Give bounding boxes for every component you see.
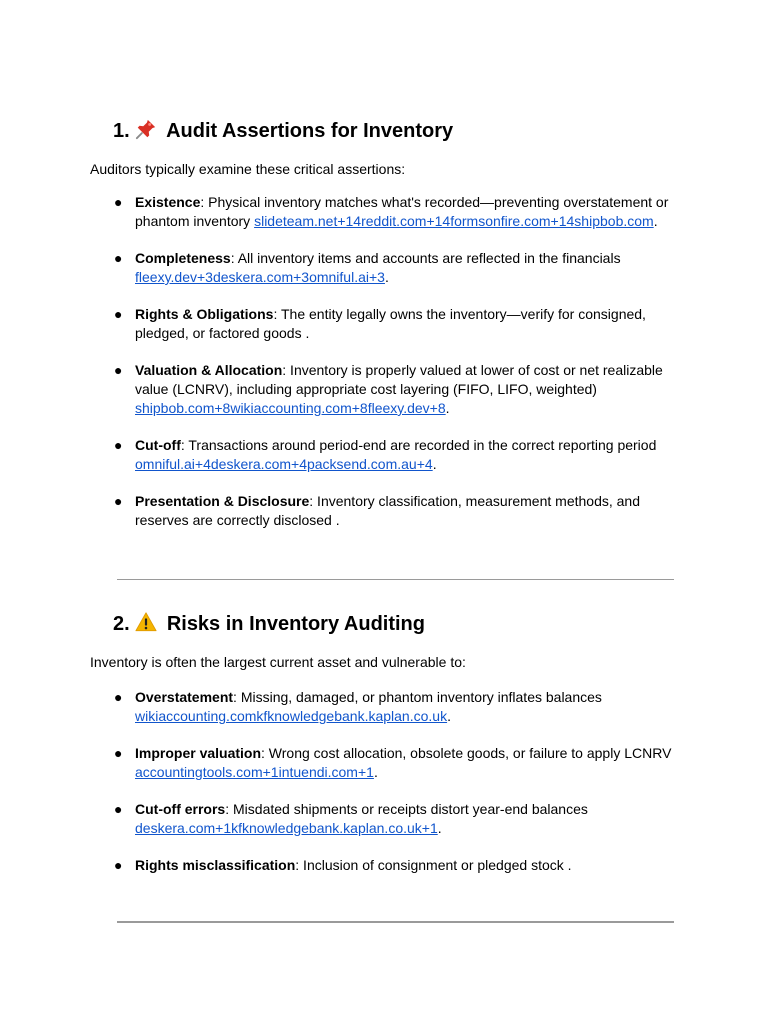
source-link[interactable]: fleexy.dev+3deskera.com+3omniful.ai+3 xyxy=(135,269,385,285)
bullet-icon: ● xyxy=(114,194,123,210)
item-term: Completeness xyxy=(135,250,231,266)
item-text: : Physical inventory matches what's recorded—preventing overstatement or phantom inventory xyxy=(135,194,669,229)
list-item xyxy=(0,436,768,474)
item-text: : Inclusion of consignment or pledged stock . xyxy=(295,857,572,873)
bullet-icon: ● xyxy=(114,745,123,761)
item-text: : Misdated shipments or receipts distort year-end balances xyxy=(225,801,588,817)
bullet-icon: ● xyxy=(114,801,123,817)
section-2-list xyxy=(0,688,768,875)
item-term: Valuation & Allocation xyxy=(135,362,283,378)
section-2-number: 2. xyxy=(113,613,130,635)
section-2-title: Risks in Inventory Auditing xyxy=(166,613,425,635)
item-text: : Missing, damaged, or phantom inventory inflates balances xyxy=(233,689,602,705)
source-link[interactable]: shipbob.com+8wikiaccounting.com+8fleexy.dev+8 xyxy=(135,400,446,416)
item-term: Improper valuation xyxy=(135,745,262,761)
bullet-icon: ● xyxy=(114,689,123,705)
item-tail: . xyxy=(437,820,442,836)
section-1-number: 1. xyxy=(113,120,130,142)
list-item xyxy=(0,688,768,726)
item-term: Rights & Obligations xyxy=(135,306,274,322)
bullet-icon: ● xyxy=(114,250,123,266)
list-item xyxy=(0,744,768,782)
section-1-heading xyxy=(113,118,453,143)
section-divider xyxy=(117,921,674,923)
item-text: : Wrong cost allocation, obsolete goods, or failure to apply LCNRV xyxy=(261,745,672,761)
item-text: : The entity legally owns the inventory—verify for consigned, pledged, or factored goods . xyxy=(135,306,646,341)
item-term: Presentation & Disclosure xyxy=(135,493,310,509)
item-term: Existence xyxy=(135,194,201,210)
pushpin-icon xyxy=(135,118,157,140)
item-tail: . xyxy=(432,456,437,472)
bullet-icon: ● xyxy=(114,437,123,453)
item-term: Rights misclassification xyxy=(135,857,296,873)
item-text: : All inventory items and accounts are reflected in the financials xyxy=(230,250,621,266)
list-item xyxy=(0,361,768,418)
item-text: : Transactions around period-end are recorded in the correct reporting period xyxy=(180,437,657,453)
list-item xyxy=(0,800,768,838)
item-text: : Inventory is properly valued at lower of cost or net realizable value (LCNRV), including appropriate cost layering (FIFO, LIFO, weighted) xyxy=(135,362,663,397)
source-link[interactable]: slideteam.net+14reddit.com+14formsonfire.com+14shipbob.com xyxy=(254,213,654,229)
bullet-icon: ● xyxy=(114,362,123,378)
section-2-intro: Inventory is often the largest current asset and vulnerable to: xyxy=(90,654,466,670)
bullet-icon: ● xyxy=(114,493,123,509)
bullet-icon: ● xyxy=(114,306,123,322)
source-link[interactable]: accountingtools.com+1intuendi.com+1 xyxy=(135,764,374,780)
item-tail: . xyxy=(653,213,658,229)
item-term: Cut-off xyxy=(135,437,181,453)
list-item xyxy=(0,492,768,530)
item-tail: . xyxy=(447,708,451,724)
item-term: Cut-off errors xyxy=(135,801,226,817)
source-link[interactable]: wikiaccounting.comkfknowledgebank.kaplan.co.uk xyxy=(135,708,448,724)
item-tail: . xyxy=(384,269,389,285)
list-item xyxy=(0,249,768,287)
item-tail: . xyxy=(373,764,378,780)
section-2-heading xyxy=(113,611,425,636)
section-1-title: Audit Assertions for Inventory xyxy=(166,120,454,142)
warning-icon xyxy=(135,611,157,633)
source-link[interactable]: omniful.ai+4deskera.com+4packsend.com.au+4 xyxy=(135,456,433,472)
list-item xyxy=(0,305,768,343)
section-1-list xyxy=(0,193,768,530)
list-item xyxy=(0,193,768,231)
section-divider xyxy=(117,579,674,580)
item-tail: . xyxy=(445,400,450,416)
item-text: : Inventory classification, measurement methods, and reserves are correctly disclosed . xyxy=(135,493,640,528)
section-1-intro: Auditors typically examine these critical assertions: xyxy=(90,161,406,177)
item-term: Overstatement xyxy=(135,689,234,705)
list-item xyxy=(0,856,768,875)
bullet-icon: ● xyxy=(114,857,123,873)
source-link[interactable]: deskera.com+1kfknowledgebank.kaplan.co.uk+1 xyxy=(135,820,438,836)
